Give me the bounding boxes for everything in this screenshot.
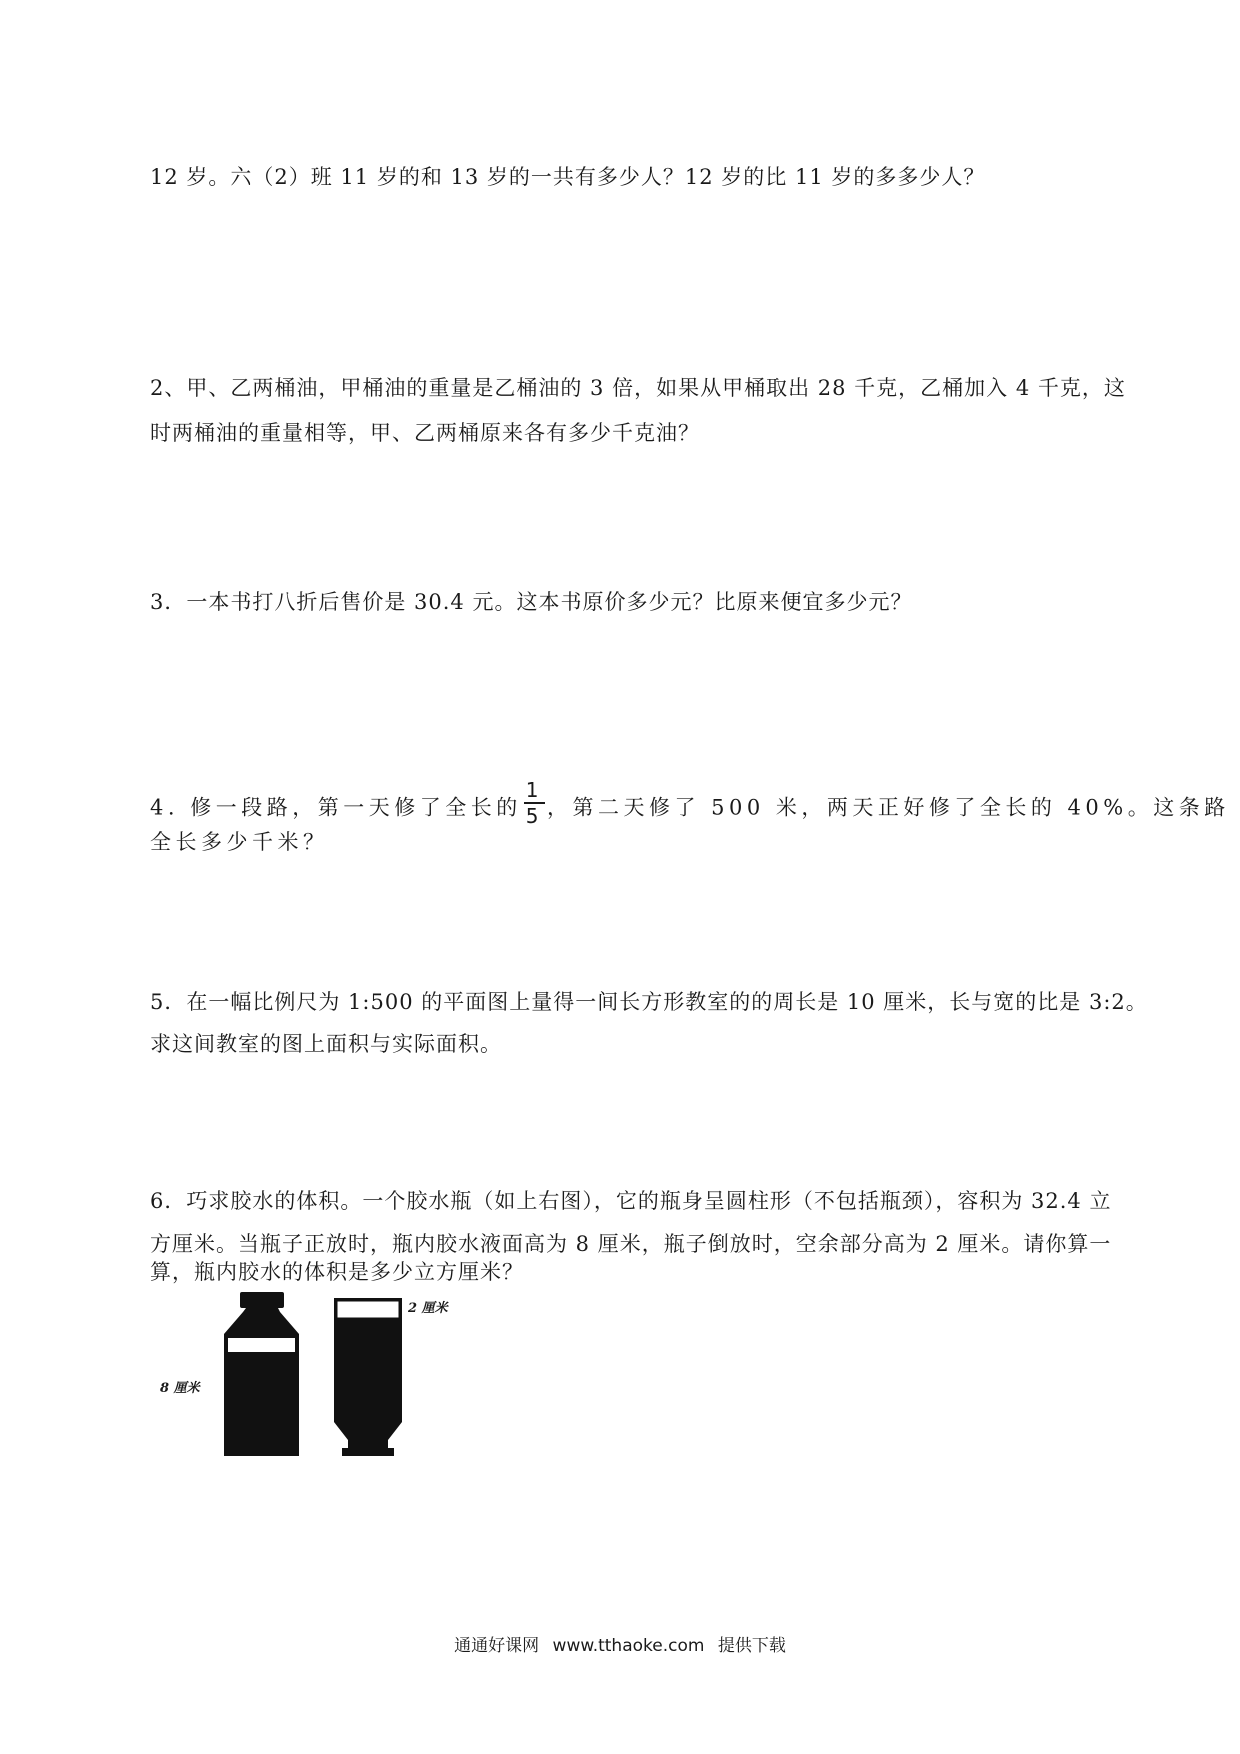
- problem-6-line-1: 6．巧求胶水的体积。一个胶水瓶（如上右图），它的瓶身呈圆柱形（不包括瓶颈），容积为 32.4 立: [150, 1189, 1112, 1213]
- problem-2-line-1: 2、甲、乙两桶油，甲桶油的重量是乙桶油的 3 倍，如果从甲桶取出 28 千克，乙桶加入 4 千克，这: [150, 376, 1126, 400]
- glue-bottle-diagram: [150, 1282, 510, 1462]
- problem-4-line-1: [150, 778, 1230, 832]
- problem-6-line-2: 方厘米。当瓶子正放时，瓶内胶水液面高为 8 厘米，瓶子倒放时，空余部分高为 2 厘米。请你算一: [150, 1232, 1112, 1256]
- fraction-one-fifth: [524, 780, 545, 826]
- footer-suffix: 提供下载: [717, 1636, 786, 1656]
- footer-site-name: 通通好课网: [454, 1636, 540, 1656]
- label-8cm: 8 厘米: [160, 1381, 200, 1396]
- fraction-denominator: 5: [525, 804, 543, 828]
- problem-4-text-after: ，第二天修了 500 米，两天正好修了全长的 40%。这条路: [546, 795, 1230, 820]
- upright-bottle: [224, 1292, 299, 1456]
- problem-3: 3．一本书打八折后售价是 30.4 元。这本书原价多少元？比原来便宜多少元？: [150, 590, 913, 614]
- inverted-bottle-body: [334, 1298, 402, 1456]
- inverted-bottle-air-gap: [337, 1301, 399, 1318]
- page-footer: [0, 1631, 1240, 1656]
- problem-5-line-2: 求这间教室的图上面积与实际面积。: [150, 1032, 502, 1056]
- problem-2-line-2: 时两桶油的重量相等，甲、乙两桶原来各有多少千克油？: [150, 421, 700, 445]
- label-2cm: 2 厘米: [408, 1301, 448, 1316]
- problem-6-line-3: 算，瓶内胶水的体积是多少立方厘米？: [150, 1260, 524, 1284]
- footer-url: www.tthaoke.com: [552, 1636, 705, 1656]
- inverted-bottle: [334, 1298, 402, 1456]
- problem-5-line-1: 5．在一幅比例尺为 1:500 的平面图上量得一间长方形教室的的周长是 10 厘米，长与宽的比是 3:2。: [150, 990, 1148, 1014]
- fraction-numerator: 1: [525, 778, 543, 802]
- glue-bottle-figure: [150, 1282, 510, 1442]
- upright-bottle-body: [224, 1308, 299, 1456]
- problem-4-line-2: 全长多少千米？: [150, 830, 329, 854]
- upright-bottle-air-gap: [228, 1338, 295, 1352]
- bottle-cap: [240, 1292, 284, 1308]
- problem-4-text-before: 4. 修一段路，第一天修了全长的: [150, 795, 522, 820]
- problem-1-tail: 12 岁。六（2）班 11 岁的和 13 岁的一共有多少人？12 岁的比 11 岁的多多少人？: [150, 165, 986, 189]
